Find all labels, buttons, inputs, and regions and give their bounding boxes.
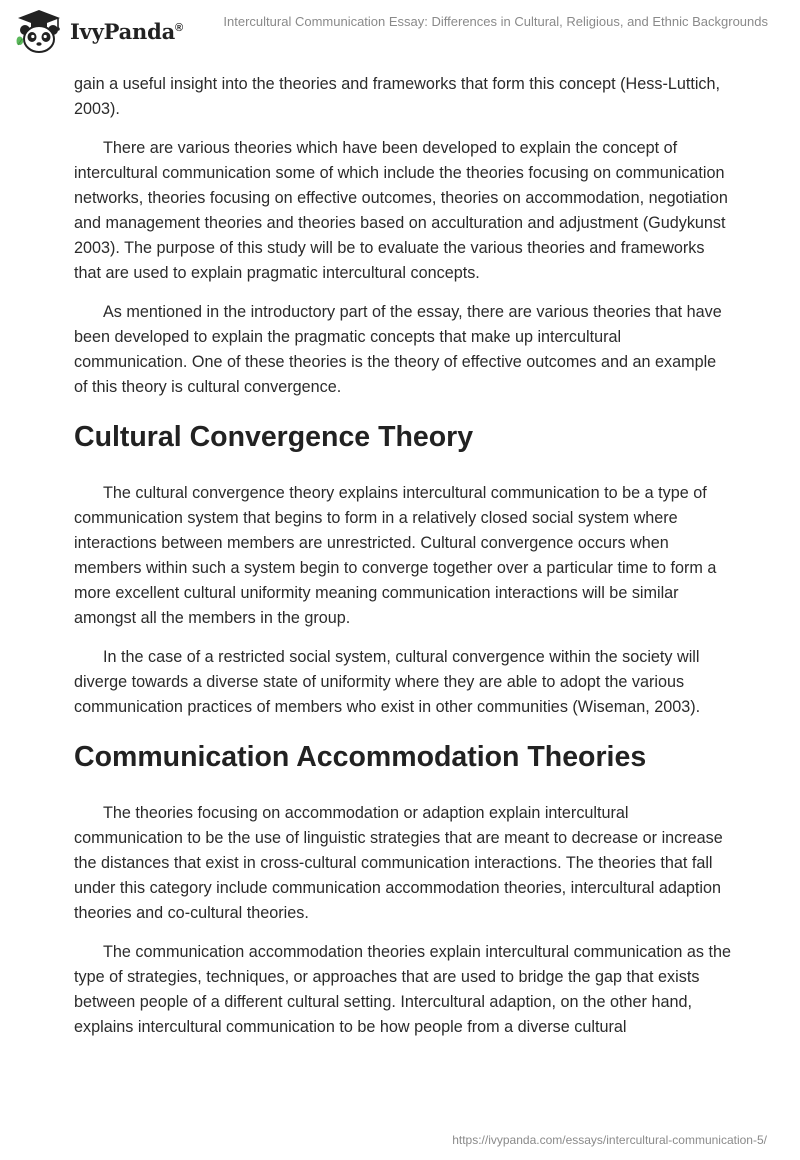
- brand-name: IvyPanda®: [70, 18, 183, 44]
- paragraph: There are various theories which have been developed to explain the concept of intercultural communication some of which include the theories focusing on communication networks, theories focusing on effective outcomes, theories on accommodation, negotiation and management theories and theories based on acculturation and adjustment (Gudykunst 2003). The purpose of this study will be to evaluate the various theories and frameworks that are used to explain pragmatic intercultural concepts.: [74, 139, 728, 282]
- paragraph: In the case of a restricted social system, cultural convergence within the society will diverge towards a diverse state of uniformity where they are able to adopt the various communication practices of members who exist in other communities (Wiseman, 2003).: [74, 648, 701, 716]
- essay-body: [74, 72, 734, 1054]
- paragraph: The theories focusing on accommodation or adaption explain intercultural communication to be the use of linguistic strategies that are meant to decrease or increase the distances that exist in cross-cultural communication interactions. The theories that fall under this category include communication accommodation theories, intercultural adaption theories and co-cultural theories.: [74, 804, 723, 922]
- section-heading-communication-accommodation: Communication Accommodation Theories: [74, 741, 647, 773]
- paragraph: As mentioned in the introductory part of the essay, there are various theories that have been developed to explain the pragmatic concepts that make up intercultural communication. One of these theories is the theory of effective outcomes and an example of this theory is cultural convergence.: [74, 303, 722, 396]
- document-title: Intercultural Communication Essay: Differences in Cultural, Religious, and Ethnic Backgrounds: [223, 14, 768, 29]
- paragraph: gain a useful insight into the theories and frameworks that form this concept (Hess-Luttich, 2003).: [74, 75, 721, 118]
- panda-graduate-icon: [14, 8, 64, 54]
- section-heading-cultural-convergence: Cultural Convergence Theory: [74, 421, 474, 453]
- brand-logo[interactable]: [14, 8, 183, 54]
- paragraph: The cultural convergence theory explains intercultural communication to be a type of communication system that begins to form in a relatively closed social system where interactions between members are unrestricted. Cultural convergence occurs when members within such a system begin to converge together over a particular time to form a more excellent cultural uniformity meaning communication interactions will be similar amongst all the members in the group.: [74, 484, 717, 627]
- source-url[interactable]: https://ivypanda.com/essays/intercultural-communication-5/: [452, 1133, 767, 1147]
- page-header: [0, 0, 800, 62]
- paragraph: The communication accommodation theories explain intercultural communication as the type of strategies, techniques, or approaches that are used to bridge the gap that exists between people of a different cultural setting. Intercultural adaption, on the other hand, explains intercultural communication to be how people from a diverse cultural: [74, 943, 732, 1036]
